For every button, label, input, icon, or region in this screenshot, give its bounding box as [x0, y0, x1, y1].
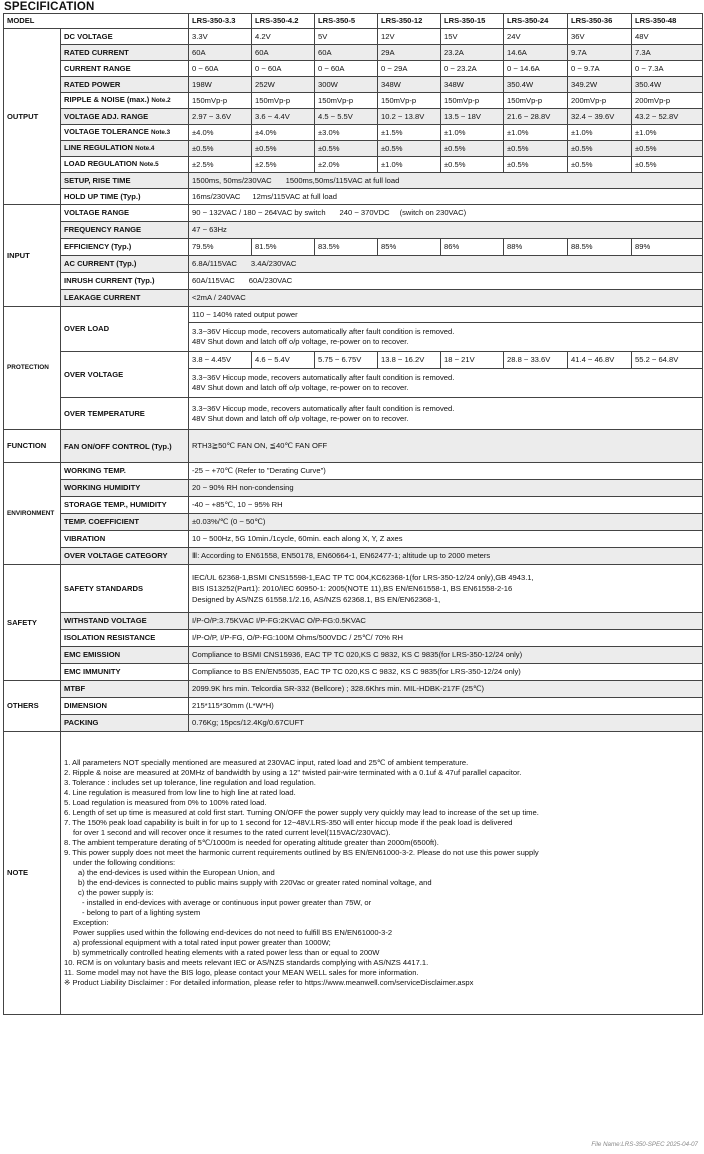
file-name-footer: File Name:LRS-350-SPEC 2025-04-07: [591, 1141, 698, 1148]
table-cell: 24V: [504, 29, 568, 45]
table-cell: 79.5%: [189, 239, 252, 256]
table-cell: 350.4W: [632, 77, 703, 93]
table-row: [4, 29, 703, 45]
table-row: [4, 205, 703, 222]
note-line: 4. Line regulation is measured from low line to high line at rated load.: [64, 788, 296, 797]
cell-text: 48V Shut down and latch off o/p voltage, re-power on to recover.: [192, 337, 409, 346]
cell-text: 3.3~36V Hiccup mode, recovers automatically after fault condition is removed.: [192, 403, 455, 413]
notes-block: [61, 732, 703, 1015]
group-label-others: OTHERS: [4, 681, 61, 732]
table-cell: -25 ~ +70℃ (Refer to "Derating Curve"): [189, 463, 703, 480]
table-cell: ±0.5%: [252, 141, 315, 157]
row-label: [61, 141, 189, 157]
table-cell: ±0.5%: [568, 157, 632, 173]
table-cell: 36V: [568, 29, 632, 45]
table-cell: ±4.0%: [189, 125, 252, 141]
table-row: [4, 141, 703, 157]
disclaimer-line: ※ Product Liability Disclaimer : For detailed information, please refer to https://www.meanwell.com/serviceDisclaimer.aspx: [64, 978, 474, 987]
table-row: [4, 480, 703, 497]
table-cell: 10.2 ~ 13.8V: [378, 109, 441, 125]
note-line: Exception:: [73, 918, 109, 927]
model-name: LRS-350-3.3: [189, 14, 252, 29]
cell-text: IEC/UL 62368-1,BSMI CNS15598-1,EAC TP TC 004,KC62368-1(for LRS-350-12/24 only),GB 4943.1,: [192, 573, 534, 582]
table-cell: ±2.5%: [189, 157, 252, 173]
table-cell: 15V: [441, 29, 504, 45]
table-cell: 4.2V: [252, 29, 315, 45]
table-cell: ±4.0%: [252, 125, 315, 141]
note-line: 2. Ripple & noise are measured at 20MHz of bandwidth by using a 12" twisted pair-wire terminated with a 0.1uf & 47uf parallel capacitor.: [64, 768, 522, 777]
table-cell: Compliance to BS EN/EN55035, EAC TP TC 020,KS C 9832, KS C 9835(for LRS-350-12/24 only): [189, 664, 703, 681]
row-label-text: RIPPLE & NOISE (max.): [64, 95, 150, 104]
table-row: [4, 61, 703, 77]
row-label: SETUP, RISE TIME: [61, 173, 189, 189]
table-cell: 0 ~ 60A: [315, 61, 378, 77]
row-label: RATED POWER: [61, 77, 189, 93]
table-cell: 2099.9K hrs min. Telcordia SR-332 (Bellcore) ; 328.6Khrs min. MIL-HDBK-217F (25℃): [189, 681, 703, 698]
cell-text: 16ms/230VAC: [192, 191, 241, 201]
note-ref: Note.5: [139, 161, 159, 168]
table-cell: 3.8 ~ 4.45V: [189, 352, 252, 369]
table-header-row: [4, 14, 703, 29]
row-label-text: LINE REGULATION: [64, 143, 134, 152]
table-row: [4, 531, 703, 548]
table-row: [4, 157, 703, 173]
row-label: PACKING: [61, 715, 189, 732]
row-label: [61, 157, 189, 173]
row-label: MTBF: [61, 681, 189, 698]
table-cell: 0 ~ 29A: [378, 61, 441, 77]
row-label: OVER LOAD: [61, 307, 189, 352]
model-name: LRS-350-15: [441, 14, 504, 29]
row-label: STORAGE TEMP., HUMIDITY: [61, 497, 189, 514]
table-cell: [189, 173, 703, 189]
note-line: for over 1 second and will recover once it resumes to the rated current level(115VAC/230VAC).: [73, 828, 391, 837]
table-cell: 88%: [504, 239, 568, 256]
cell-text: 60A/115VAC: [192, 276, 235, 285]
table-cell: ±2.5%: [252, 157, 315, 173]
cell-text: Designed by AS/NZS 61558.1/2.16, AS/NZS 62368.1, BS EN/EN62368-1,: [192, 595, 441, 604]
note-line: 9. This power supply does not meet the harmonic current requirements outlined by BS EN/EN61000-3-2. Please do not use this power supply: [64, 848, 539, 857]
table-cell: 10 ~ 500Hz, 5G 10min./1cycle, 60min. each along X, Y, Z axes: [189, 531, 703, 548]
note-line: 3. Tolerance : includes set up tolerance, line regulation and load regulation.: [64, 778, 316, 787]
table-cell: 215*115*30mm (L*W*H): [189, 698, 703, 715]
row-label: HOLD UP TIME (Typ.): [61, 189, 189, 205]
table-cell: 9.7A: [568, 45, 632, 61]
row-label: [61, 93, 189, 109]
group-label-protection: PROTECTION: [4, 307, 61, 430]
table-row: [4, 307, 703, 323]
row-label: FAN ON/OFF CONTROL (Typ.): [61, 430, 189, 463]
table-cell: 5.75 ~ 6.75V: [315, 352, 378, 369]
note-line: 8. The ambient temperature derating of 5℃/1000m is needed for operating altitude greater than 2000m(6500ft).: [64, 838, 439, 847]
row-label: ISOLATION RESISTANCE: [61, 630, 189, 647]
table-row: [4, 681, 703, 698]
cell-text: 3.4A/230VAC: [250, 259, 297, 268]
row-label: FREQUENCY RANGE: [61, 222, 189, 239]
table-cell: 0 ~ 9.7A: [568, 61, 632, 77]
table-cell: 14.6A: [504, 45, 568, 61]
table-cell: ±0.5%: [378, 141, 441, 157]
table-row: [4, 664, 703, 681]
table-row: [4, 125, 703, 141]
row-label-text: LOAD REGULATION: [64, 159, 138, 168]
table-cell: [189, 323, 703, 352]
table-cell: 43.2 ~ 52.8V: [632, 109, 703, 125]
table-cell: 28.8 ~ 33.6V: [504, 352, 568, 369]
table-cell: ±0.5%: [315, 141, 378, 157]
table-row: [4, 698, 703, 715]
cell-text: 90 ~ 132VAC / 180 ~ 264VAC by switch: [192, 208, 326, 217]
row-label: OVER VOLTAGE: [61, 352, 189, 398]
model-name: LRS-350-4.2: [252, 14, 315, 29]
model-name: LRS-350-12: [378, 14, 441, 29]
cell-text: BIS IS13252(Part1): 2010/IEC 60950-1: 2005(NOTE 11),BS EN/EN61558-1, BS EN61558-2-16: [192, 584, 513, 593]
table-cell: ±1.0%: [378, 157, 441, 173]
table-cell: 198W: [189, 77, 252, 93]
row-label: OVER VOLTAGE CATEGORY: [61, 548, 189, 565]
table-cell: 5V: [315, 29, 378, 45]
table-cell: 88.5%: [568, 239, 632, 256]
row-label: EMC EMISSION: [61, 647, 189, 664]
table-cell: [189, 273, 703, 290]
table-cell: 23.2A: [441, 45, 504, 61]
table-cell: 2.97 ~ 3.6V: [189, 109, 252, 125]
note-line: - belong to part of a lighting system: [82, 908, 201, 917]
table-cell: 3.6 ~ 4.4V: [252, 109, 315, 125]
table-cell: Compliance to BSMI CNS15936, EAC TP TC 020,KS C 9832, KS C 9835(for LRS-350-12/24 only): [189, 647, 703, 664]
table-cell: 349.2W: [568, 77, 632, 93]
group-label-function: FUNCTION: [4, 430, 61, 463]
table-row: [4, 173, 703, 189]
table-cell: I/P-O/P, I/P-FG, O/P-FG:100M Ohms/500VDC / 25℃/ 70% RH: [189, 630, 703, 647]
table-row: [4, 497, 703, 514]
row-label-text: VOLTAGE TOLERANCE: [64, 127, 149, 136]
table-cell: [189, 256, 703, 273]
table-cell: 348W: [441, 77, 504, 93]
cell-text: 3.3~36V Hiccup mode, recovers automatically after fault condition is removed.: [192, 327, 455, 336]
table-cell: ±0.5%: [441, 157, 504, 173]
table-cell: 3.3V: [189, 29, 252, 45]
table-row: [4, 256, 703, 273]
table-cell: ±3.0%: [315, 125, 378, 141]
cell-text: 48V Shut down and latch off o/p voltage, re-power on to recover.: [192, 413, 409, 423]
table-row: [4, 77, 703, 93]
table-cell: ±2.0%: [315, 157, 378, 173]
table-cell: 60A: [315, 45, 378, 61]
table-cell: 60A: [252, 45, 315, 61]
note-ref: Note.2: [151, 97, 171, 104]
note-ref: Note.4: [135, 145, 155, 152]
row-label: DIMENSION: [61, 698, 189, 715]
table-cell: 0 ~ 14.6A: [504, 61, 568, 77]
table-row: [4, 647, 703, 664]
table-row: [4, 222, 703, 239]
model-header: MODEL: [4, 14, 189, 29]
table-cell: 200mVp-p: [632, 93, 703, 109]
table-row: [4, 352, 703, 369]
table-cell: 200mVp-p: [568, 93, 632, 109]
table-row: [4, 239, 703, 256]
table-cell: ±0.5%: [504, 141, 568, 157]
cell-text: (switch on 230VAC): [399, 208, 467, 217]
note-line: 7. The 150% peak load capability is built in for up to 1 second for 12~48V.LRS-350 will enter hiccup mode if the peak load is delivered: [64, 818, 513, 827]
model-name: LRS-350-24: [504, 14, 568, 29]
group-label-safety: SAFETY: [4, 565, 61, 681]
table-cell: ±0.03%/℃ (0 ~ 50℃): [189, 514, 703, 531]
table-cell: 350.4W: [504, 77, 568, 93]
table-cell: 13.8 ~ 16.2V: [378, 352, 441, 369]
table-cell: 4.6 ~ 5.4V: [252, 352, 315, 369]
table-cell: ±0.5%: [632, 141, 703, 157]
table-cell: 110 ~ 140% rated output power: [189, 307, 703, 323]
table-cell: [189, 189, 703, 205]
table-row: [4, 45, 703, 61]
table-cell: 41.4 ~ 46.8V: [568, 352, 632, 369]
table-cell: 12V: [378, 29, 441, 45]
table-cell: 21.6 ~ 28.8V: [504, 109, 568, 125]
row-label: RATED CURRENT: [61, 45, 189, 61]
cell-text: 1500ms,50ms/115VAC at full load: [285, 175, 400, 185]
table-cell: [189, 369, 703, 398]
row-label: CURRENT RANGE: [61, 61, 189, 77]
table-cell: 81.5%: [252, 239, 315, 256]
table-cell: ±0.5%: [568, 141, 632, 157]
table-cell: 348W: [378, 77, 441, 93]
table-row: [4, 548, 703, 565]
spec-table: [3, 13, 703, 1015]
table-cell: 55.2 ~ 64.8V: [632, 352, 703, 369]
table-cell: 83.5%: [315, 239, 378, 256]
row-label: WORKING HUMIDITY: [61, 480, 189, 497]
table-cell: 300W: [315, 77, 378, 93]
note-line: b) the end-devices is connected to public mains supply with 220Vac or greater rated nominal voltage, and: [78, 878, 432, 887]
table-cell: [189, 398, 703, 430]
table-cell: 0.76Kg; 15pcs/12.4Kg/0.67CUFT: [189, 715, 703, 732]
row-label: EMC IMMUNITY: [61, 664, 189, 681]
row-label: DC VOLTAGE: [61, 29, 189, 45]
cell-text: 6.8A/115VAC: [192, 259, 237, 268]
row-label: EFFICIENCY (Typ.): [61, 239, 189, 256]
table-cell: 252W: [252, 77, 315, 93]
note-line: 5. Load regulation is measured from 0% to 100% rated load.: [64, 798, 267, 807]
table-cell: ±0.5%: [189, 141, 252, 157]
table-cell: 85%: [378, 239, 441, 256]
cell-text: 240 ~ 370VDC: [339, 208, 390, 217]
table-cell: 0 ~ 7.3A: [632, 61, 703, 77]
table-cell: ±1.0%: [632, 125, 703, 141]
row-label: AC CURRENT (Typ.): [61, 256, 189, 273]
table-cell: RTH3≧50℃ FAN ON, ≦40℃ FAN OFF: [189, 430, 703, 463]
table-row: [4, 715, 703, 732]
table-cell: 150mVp-p: [315, 93, 378, 109]
row-label: VOLTAGE RANGE: [61, 205, 189, 222]
cell-text: 3.3~36V Hiccup mode, recovers automatically after fault condition is removed.: [192, 373, 455, 382]
model-name: LRS-350-5: [315, 14, 378, 29]
note-line: Power supplies used within the following end-devices do not need to fulfill BS EN/EN61000-3-2: [73, 928, 393, 937]
table-row: [4, 613, 703, 630]
table-row: [4, 732, 703, 1015]
table-cell: 13.5 ~ 18V: [441, 109, 504, 125]
cell-text: 48V Shut down and latch off o/p voltage, re-power on to recover.: [192, 383, 409, 392]
table-cell: 0 ~ 60A: [189, 61, 252, 77]
model-name: LRS-350-36: [568, 14, 632, 29]
table-cell: 20 ~ 90% RH non-condensing: [189, 480, 703, 497]
note-line: 6. Length of set up time is measured at cold first start. Turning ON/OFF the power supply very quickly may lead to increase of the set up time.: [64, 808, 539, 817]
table-cell: ±1.0%: [504, 125, 568, 141]
table-row: [4, 109, 703, 125]
table-cell: 86%: [441, 239, 504, 256]
note-ref: Note.3: [150, 129, 171, 136]
note-line: under the following conditions:: [73, 858, 176, 867]
note-line: a) professional equipment with a total rated input power greater than 1000W;: [73, 938, 331, 947]
table-cell: 150mVp-p: [504, 93, 568, 109]
row-label: WORKING TEMP.: [61, 463, 189, 480]
note-line: a) the end-devices is used within the European Union, and: [78, 868, 275, 877]
group-label-environment: ENVIRONMENT: [4, 463, 61, 565]
row-label: TEMP. COEFFICIENT: [61, 514, 189, 531]
table-cell: 47 ~ 63Hz: [189, 222, 703, 239]
table-cell: ±0.5%: [441, 141, 504, 157]
row-label: WITHSTAND VOLTAGE: [61, 613, 189, 630]
table-cell: ±0.5%: [632, 157, 703, 173]
cell-text: 60A/230VAC: [248, 276, 293, 285]
row-label: SAFETY STANDARDS: [61, 565, 189, 613]
group-label-input: INPUT: [4, 205, 61, 307]
table-cell: 48V: [632, 29, 703, 45]
table-row: [4, 273, 703, 290]
row-label: [61, 125, 189, 141]
group-label-note: NOTE: [4, 732, 61, 1015]
table-cell: [189, 565, 703, 613]
page-title: SPECIFICATION: [4, 1, 95, 13]
table-cell: 60A: [189, 45, 252, 61]
group-label-output: OUTPUT: [4, 29, 61, 205]
table-row: [4, 430, 703, 463]
note-line: b) symmetrically controlled heating elements with a rated power less than or equal to 200W: [73, 948, 380, 957]
table-cell: Ⅲ: According to EN61558, EN50178, EN60664-1, EN62477-1; altitude up to 2000 meters: [189, 548, 703, 565]
row-label: OVER TEMPERATURE: [61, 398, 189, 430]
row-label: LEAKAGE CURRENT: [61, 290, 189, 307]
note-line: 10. RCM is on voluntary basis and meets relevant IEC or AS/NZS standards complying with AS/NZS 4417.1.: [64, 958, 429, 967]
table-cell: 89%: [632, 239, 703, 256]
note-line: - installed in end-devices with average or continuous input power greater than 75W, or: [82, 898, 372, 907]
table-cell: ±1.0%: [568, 125, 632, 141]
table-cell: 18 ~ 21V: [441, 352, 504, 369]
row-label: VIBRATION: [61, 531, 189, 548]
table-cell: ±1.0%: [441, 125, 504, 141]
table-cell: I/P-O/P:3.75KVAC I/P-FG:2KVAC O/P-FG:0.5KVAC: [189, 613, 703, 630]
cell-text: 1500ms, 50ms/230VAC: [192, 175, 272, 185]
table-row: [4, 630, 703, 647]
table-cell: 150mVp-p: [252, 93, 315, 109]
table-row: [4, 463, 703, 480]
row-label: VOLTAGE ADJ. RANGE: [61, 109, 189, 125]
table-row: [4, 398, 703, 430]
note-line: 1. All parameters NOT specially mentioned are measured at 230VAC input, rated load and 25℃ of ambient temperature.: [64, 758, 469, 767]
note-line: 11. Some model may not have the BIS logo, please contact your MEAN WELL sales for more information.: [64, 968, 419, 977]
table-cell: [189, 205, 703, 222]
table-cell: 32.4 ~ 39.6V: [568, 109, 632, 125]
cell-text: 12ms/115VAC at full load: [252, 191, 337, 201]
table-cell: <2mA / 240VAC: [189, 290, 703, 307]
table-cell: 0 ~ 23.2A: [441, 61, 504, 77]
table-row: [4, 565, 703, 613]
table-cell: 29A: [378, 45, 441, 61]
table-cell: 150mVp-p: [378, 93, 441, 109]
table-cell: -40 ~ +85℃, 10 ~ 95% RH: [189, 497, 703, 514]
table-cell: 150mVp-p: [441, 93, 504, 109]
table-row: [4, 189, 703, 205]
table-cell: 7.3A: [632, 45, 703, 61]
table-cell: 150mVp-p: [189, 93, 252, 109]
table-row: [4, 290, 703, 307]
table-cell: 0 ~ 60A: [252, 61, 315, 77]
note-line: c) the power supply is:: [78, 888, 154, 897]
row-label: INRUSH CURRENT (Typ.): [61, 273, 189, 290]
table-cell: ±1.5%: [378, 125, 441, 141]
table-row: [4, 514, 703, 531]
model-name: LRS-350-48: [632, 14, 703, 29]
table-cell: ±0.5%: [504, 157, 568, 173]
table-cell: 4.5 ~ 5.5V: [315, 109, 378, 125]
table-row: [4, 93, 703, 109]
